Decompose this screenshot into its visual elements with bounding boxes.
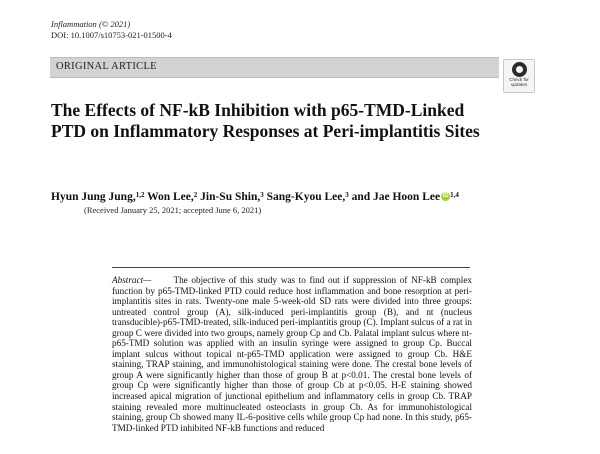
author-name: Won Lee, — [144, 191, 194, 203]
author-affiliation: 1,2 — [135, 191, 145, 199]
author-name: Hyun Jung Jung, — [51, 191, 136, 203]
crossmark-icon — [512, 62, 527, 77]
journal-name: Inflammation — [51, 19, 97, 29]
article-type-bar — [50, 57, 499, 78]
badge-line1: Check for — [509, 77, 529, 82]
author-affiliation: 3 — [260, 191, 264, 199]
abstract-block — [112, 275, 472, 433]
check-for-updates-badge[interactable] — [503, 59, 535, 93]
article-type: ORIGINAL ARTICLE — [56, 61, 157, 72]
orcid-icon[interactable]: iD — [442, 192, 449, 199]
journal-info — [51, 19, 172, 41]
abstract-divider — [112, 267, 470, 268]
author-name: Jin-Su Shin, — [197, 191, 261, 203]
author-name: Sang-Kyou Lee, — [263, 191, 346, 203]
author-affiliation: 3 — [345, 191, 349, 199]
author-affiliation: 2 — [193, 191, 198, 199]
author-affiliation: 1,4 — [450, 191, 459, 199]
badge-line2: updates — [510, 82, 528, 87]
abstract-label: Abstract— — [112, 275, 152, 285]
paper-title: The Effects of NF-kB Inhibition with p65-TMD-Linked PTD on Inflammatory Responses at Peri-implantitis Sites — [51, 100, 480, 141]
journal-copyright: (© 2021) — [98, 19, 131, 29]
received-accepted-dates: (Received January 25, 2021; accepted June 6, 2021) — [84, 205, 262, 215]
author-list — [51, 190, 551, 204]
author-name: and Jae Hoon Lee — [348, 191, 441, 203]
abstract-text: The objective of this study was to find out if suppression of NF-kB complex function by p65-TMD-linked PTD could reduce host inflammation and bone resorption at peri-implantitis sites in rats. Twenty-one male 5-week-old SD rats were divided into three groups: untreated control group (A), silk-induced peri-implantitis group (B), and nt (nucleus transducible)-p65-TMD-treated, silk-induced peri-implantitis group (C). Implant sulcus of a rat in group C were divided into two groups, namely group Cp and Cb. Palatal implant sulcus where nt-p65-TMD solution was applied with an insulin syringe were assigned to group Cp. Buccal implant sulcus without topical nt-p65-TMD application were assigned to group Cb. H&E staining, TRAP staining, and immunohistological staining were done. The crestal bone levels of group A were significantly higher than those of group B at p<0.01. The crestal bone levels of group Cp were significantly higher than those of group Cb at p<0.05. H-E staining showed increased apical migration of junctional epithelium and inflammatory cells in group Cb. TRAP staining revealed more multinucleated osteoclasts in group Cb. As for immunohistological staining, group Cb showed many IL-6-positive cells while group Cp had none. In this study, p65-TMD-linked PTD inhibited NF-kB functions and reduced — [112, 275, 472, 433]
doi[interactable]: DOI: 10.1007/s10753-021-01500-4 — [51, 30, 172, 40]
